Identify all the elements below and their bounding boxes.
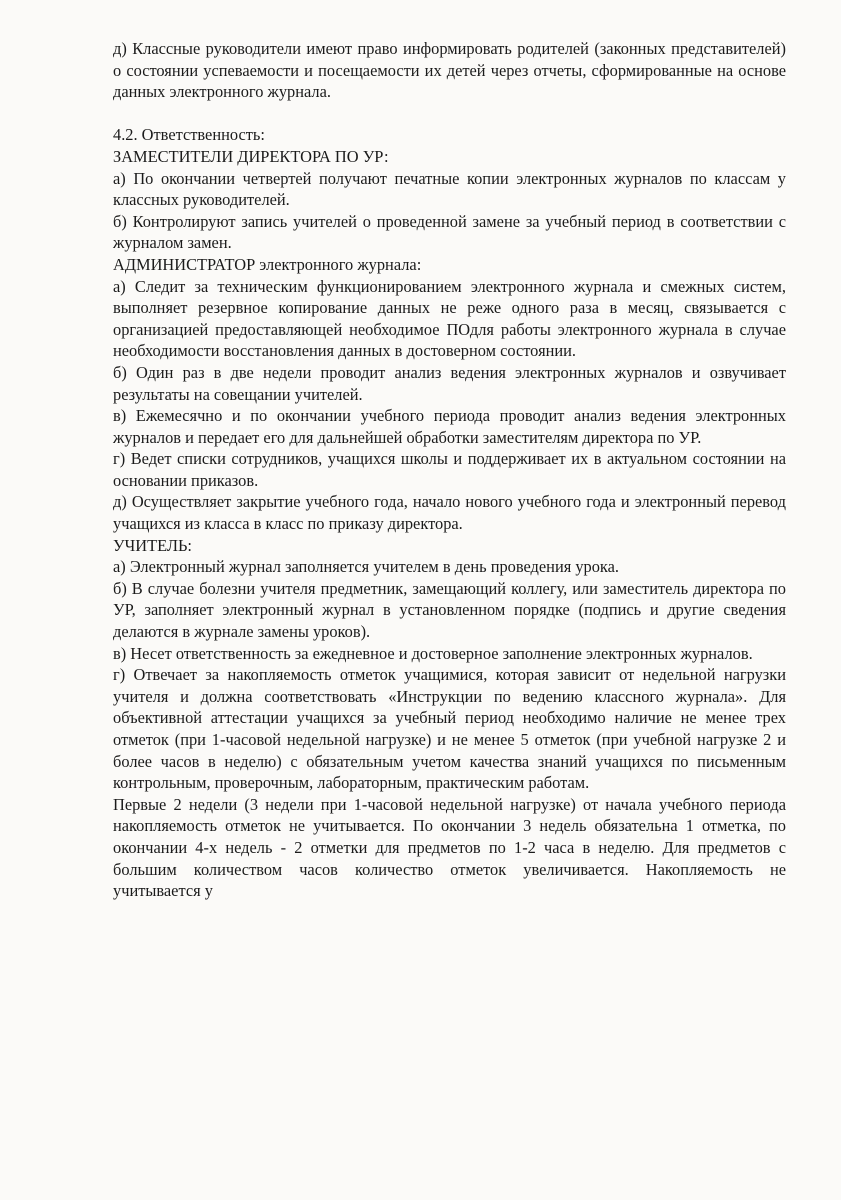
document-body	[113, 38, 786, 902]
heading-deputy-directors: ЗАМЕСТИТЕЛИ ДИРЕКТОРА ПО УР:	[113, 146, 389, 166]
paragraph-admin-a: а) Следит за техническим функционированием электронного журнала и смежных систем, выполняет резервное копирование данных не реже одного раза в месяц, связывается с организацией предоставляющей необходимое ПОдля работы электронного журнала в случае необходимости восстановления данных в достоверном состоянии.	[113, 276, 786, 361]
heading-administrator: АДМИНИСТРАТОР электронного журнала:	[113, 254, 422, 274]
paragraph-admin-d: г) Ведет списки сотрудников, учащихся школы и поддерживает их в актуальном состоянии на основании приказов.	[113, 449, 786, 490]
paragraph-grades-accumulation: Первые 2 недели (3 недели при 1-часовой недельной нагрузке) от начала учебного периода накопляемость отметок не учитывается. По окончании 3 недель обязательна 1 отметка, по окончании 4-х недель - 2 отметки для предметов по 1-2 часа в неделю. Для предметов с большим количеством часов количество отметок увеличивается. Накопляемость не учитывается у	[113, 794, 786, 901]
paragraph-deputy-b: б) Контролируют запись учителей о проведенной замене за учебный период в соответствии с журналом замен.	[113, 211, 786, 253]
heading-teacher: УЧИТЕЛЬ:	[113, 535, 192, 555]
paragraph-admin-e: д) Осуществляет закрытие учебного года, начало нового учебного года и электронный перевод учащихся из класса в класс по приказу директора.	[113, 492, 786, 534]
section-heading-responsibility: 4.2. Ответственность:	[113, 125, 265, 145]
paragraph-deputy-a: а) По окончании четвертей получают печатные копии электронных журналов по классам у классных руководителей.	[113, 168, 786, 210]
paragraph-admin-c: в) Ежемесячно и по окончании учебного периода проводит анализ ведения электронных журналов и передает его для дальнейшей обработки заместителям директора по УР.	[113, 406, 786, 447]
paragraph-teacher-c: в) Несет ответственность за ежедневное и достоверное заполнение электронных журналов.	[113, 643, 753, 663]
paragraph-teacher-a: а) Электронный журнал заполняется учителем в день проведения урока.	[113, 557, 620, 577]
paragraph-admin-b: б) Один раз в две недели проводит анализ ведения электронных журналов и озвучивает результаты на совещании учителей.	[113, 362, 786, 404]
paragraph-class-teachers-rights: д) Классные руководители имеют право информировать родителей (законных представителей) о состоянии успеваемости и посещаемости их детей через отчеты, сформированные на основе данных электронного журнала.	[113, 39, 786, 102]
paragraph-teacher-b: б) В случае болезни учителя предметник, замещающий коллегу, или заместитель директора по УР, заполняет электронный журнал в установленном порядке (подпись и другие сведения делаются в журнале замены уроков).	[113, 578, 786, 642]
paragraph-teacher-d: г) Отвечает за накопляемость отметок учащимися, которая зависит от недельной нагрузки учителя и должна соответствовать «Инструкции по ведению классного журнала». Для объективной аттестации учащихся за учебный период необходимо наличие не менее трех отметок (при 1-часовой недельной нагрузке) и не менее 5 отметок (при учебной нагрузке 2 и более часов в неделю) с обязательным учетом качества знаний учащихся по письменным контрольным, проверочным, лабораторным, практическим работам.	[113, 665, 786, 793]
